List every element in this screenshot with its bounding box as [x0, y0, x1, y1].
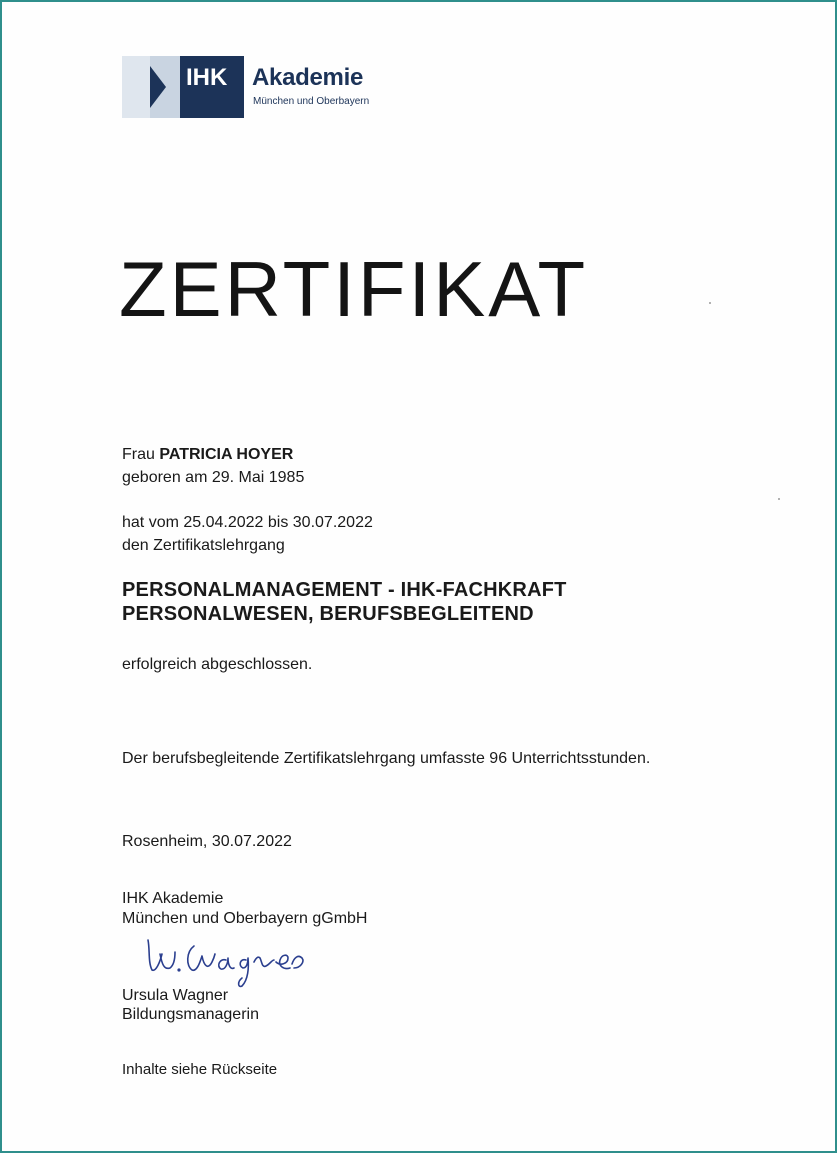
footer-note: Inhalte siehe Rückseite: [122, 1061, 278, 1078]
logo-brand: IHK: [186, 64, 228, 91]
course-intro: den Zertifikatslehrgang: [122, 537, 285, 554]
logo-region: München und Oberbayern: [253, 96, 370, 107]
signatory-name: Ursula Wagner: [122, 987, 229, 1004]
signatory-role: Bildungsmanagerin: [122, 1006, 259, 1023]
issuer-line1: IHK Akademie: [122, 890, 224, 907]
issuer-line2: München und Oberbayern gGmbH: [122, 910, 368, 927]
place-date: Rosenheim, 30.07.2022: [122, 833, 292, 850]
recipient-line: [122, 444, 293, 466]
birth-line: geboren am 29. Mai 1985: [122, 469, 305, 486]
certificate-title: ZERTIFIKAT: [119, 245, 589, 333]
period-line: hat vom 25.04.2022 bis 30.07.2022: [122, 514, 373, 531]
course-title: [122, 578, 567, 626]
scan-speck: [709, 302, 711, 304]
ihk-akademie-logo: [122, 56, 382, 118]
handwritten-signature: [142, 932, 312, 990]
salutation: Frau: [122, 446, 155, 463]
hours-note: Der berufsbegleitende Zertifikatslehrgang umfasste 96 Unterrichtsstunden.: [122, 750, 651, 767]
logo-name: Akademie: [252, 64, 363, 91]
scan-speck: [778, 498, 780, 500]
recipient-name: PATRICIA HOYER: [159, 446, 294, 463]
completion-text: erfolgreich abgeschlossen.: [122, 656, 313, 673]
course-title-line1: PERSONALMANAGEMENT - IHK-FACHKRAFT: [122, 579, 567, 601]
course-title-line2: PERSONALWESEN, BERUFSBEGLEITEND: [122, 603, 534, 625]
